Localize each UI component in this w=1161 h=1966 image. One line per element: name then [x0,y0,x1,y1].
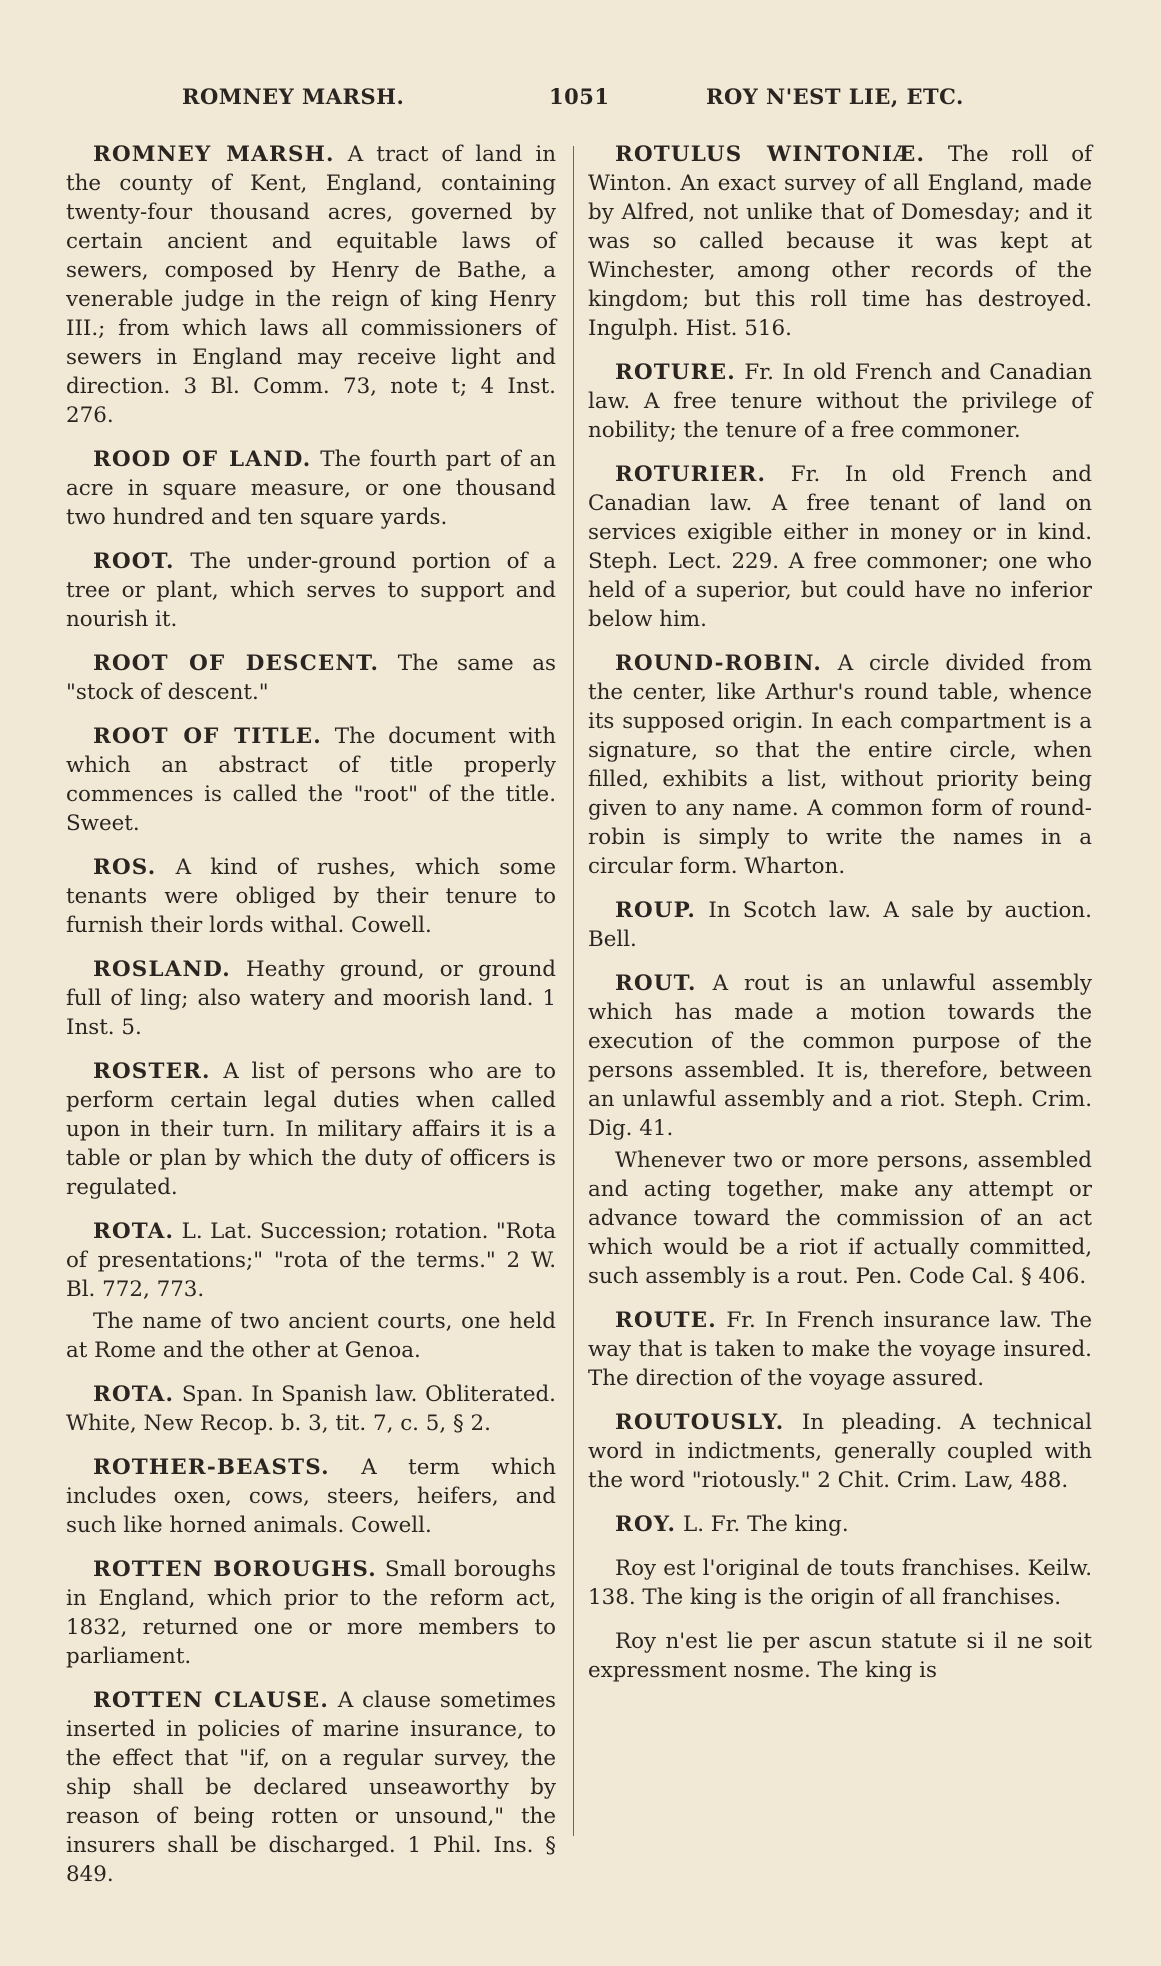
entry-headword: ROTURIER. [615,462,767,487]
entry-definition: Heathy ground, or ground full of ling; also watery and moorish land. 1 Inst. 5. [66,957,556,1040]
dictionary-entry [66,1217,556,1304]
entry-headword: ROS. [93,855,157,880]
entry-definition: Span. In Spanish law. Obliterated. White, New Recop. b. 3, tit. 7, c. 5, § 2. [66,1382,556,1436]
dictionary-entry [66,722,556,838]
entry-definition: A clause sometimes inserted in policies of marine insurance, to the effect that "if, on a regular survey, the ship shall be declared unseaworthy by reason of being rotten or unsound," the insurers shall be discharged. 1 Phil. Ins. § 849. [66,1688,556,1887]
dictionary-entry [588,140,1092,343]
entry-definition: The name of two ancient courts, one held at Rome and the other at Genoa. [66,1309,556,1363]
entry-definition: Fr. In old French and Canadian law. A free tenure without the privilege of nobility; the tenure of a free commoner. [588,360,1092,443]
dictionary-entry [66,1453,556,1540]
entry-definition: L. Fr. The king. [682,1512,849,1537]
entry-headword: ROMNEY MARSH. [93,142,335,167]
entry-headword: ROTA. [93,1219,175,1244]
entry-definition: L. Lat. Succession; rotation. "Rota of presentations;" "rota of the terms." 2 W. Bl. 772, 773. [66,1219,556,1302]
entry-definition: The document with which an abstract of title properly commences is called the "root" of the title. Sweet. [66,724,556,836]
header-right-guide-word: ROY N'EST LIE, ETC. [706,84,964,109]
dictionary-entry [66,955,556,1042]
dictionary-entry [66,649,556,707]
entry-headword: ROTHER-BEASTS. [93,1455,330,1480]
entry-definition: The under-ground portion of a tree or plant, which serves to support and nourish it. [66,549,556,632]
dictionary-entry [588,969,1092,1143]
dictionary-entry [588,358,1092,445]
entry-headword: ROOT. [93,549,175,574]
entry-definition: In Scotch law. A sale by auction. Bell. [588,898,1092,952]
entry-headword: ROTURE. [615,360,736,385]
entry-headword: ROOD OF LAND. [93,447,312,472]
dictionary-entry [588,1554,1092,1612]
dictionary-entry [66,1380,556,1438]
dictionary-entry [588,1510,1092,1539]
dictionary-entry [66,1555,556,1671]
dictionary-entry [66,1057,556,1202]
entry-definition: Roy n'est lie per ascun statute si il ne soit expressment nosme. The king is [588,1629,1092,1683]
entry-definition: A term which includes oxen, cows, steers, heifers, and such like horned animals. Cowell. [66,1455,556,1538]
entry-headword: ROOT OF TITLE. [93,724,322,749]
entry-headword: ROY. [615,1512,677,1537]
entry-definition: The roll of Winton. An exact survey of all England, made by Alfred, not unlike that of Domesday; and it was so called because it was kept at Winchester, among other records of the kingdom; but this roll time has destroyed. Ingulph. Hist. 516. [588,142,1092,341]
entry-headword: ROUT. [615,971,697,996]
entry-headword: ROUTOUSLY. [615,1410,785,1435]
dictionary-entry [66,547,556,634]
entry-headword: ROUP. [615,898,697,923]
dictionary-entry [588,1408,1092,1495]
dictionary-entry [66,1686,556,1889]
entry-definition: A list of persons who are to perform certain legal duties when called upon in their turn. In military affairs it is a table or plan by which the duty of officers is regulated. [66,1059,556,1200]
right-column [588,140,1092,1700]
left-column [66,140,556,1904]
entry-headword: ROUND-ROBIN. [615,651,822,676]
entry-headword: ROTA. [93,1382,175,1407]
entry-headword: ROSLAND. [93,957,231,982]
dictionary-entry [588,1146,1092,1291]
entry-headword: ROUTE. [615,1308,717,1333]
entry-definition: Roy est l'original de touts franchises. Keilw. 138. The king is the origin of all franchises. [588,1556,1092,1610]
entry-definition: A rout is an unlawful assembly which has made a motion towards the execution of the common purpose of the persons assembled. It is, therefore, between an unlawful assembly and a riot. Steph. Crim. Dig. 41. [588,971,1092,1141]
dictionary-entry [588,1306,1092,1393]
page-number: 1051 [549,84,610,109]
running-header [0,84,1161,116]
entry-definition: Fr. In old French and Canadian law. A free tenant of land on services exigible either in money or in kind. Steph. Lect. 229. A free commoner; one who held of a superior, but could have no inferior below him. [588,462,1092,632]
dictionary-entry [66,140,556,430]
entry-headword: ROSTER. [93,1059,211,1084]
dictionary-entry [588,649,1092,881]
entry-definition: A circle divided from the center, like Arthur's round table, whence its supposed origin. In each compartment is a signature, so that the entire circle, when filled, exhibits a list, without priority being given to any name. A common form of round-robin is simply to write the names in a circular form. Wharton. [588,651,1092,879]
entry-definition: Small boroughs in England, which prior to the reform act, 1832, returned one or more members to parliament. [66,1557,556,1669]
dictionary-entry [66,445,556,532]
dictionary-entry [588,460,1092,634]
entry-definition: Fr. In French insurance law. The way that is taken to make the voyage insured. The direction of the voyage assured. [588,1308,1092,1391]
entry-definition: The same as "stock of descent." [66,651,556,705]
dictionary-entry [588,1627,1092,1685]
entry-headword: ROTTEN BOROUGHS. [93,1557,377,1582]
entry-definition: A kind of rushes, which some tenants were obliged by their tenure to furnish their lords withal. Cowell. [66,855,556,938]
dictionary-entry [66,1307,556,1365]
entry-definition: In pleading. A technical word in indictments, generally coupled with the word "riotously." 2 Chit. Crim. Law, 488. [588,1410,1092,1493]
entry-definition: The fourth part of an acre in square measure, or one thousand two hundred and ten square yards. [66,447,556,530]
entry-headword: ROTULUS WINTONIÆ. [615,142,926,167]
entry-definition: Whenever two or more persons, assembled and acting together, make any attempt or advance toward the commission of an act which would be a riot if actually committed, such assembly is a rout. Pen. Code Cal. § 406. [588,1148,1092,1289]
header-left-guide-word: ROMNEY MARSH. [182,84,405,109]
dictionary-entry [66,853,556,940]
entry-headword: ROOT OF DESCENT. [93,651,380,676]
column-divider [573,146,574,1836]
entry-definition: A tract of land in the county of Kent, England, containing twenty-four thousand acres, governed by certain ancient and equitable laws of sewers, composed by Henry de Bathe, a venerable judge in the reign of king Henry III.; from which laws all commissioners of sewers in England may receive light and direction. 3 Bl. Comm. 73, note t; 4 Inst. 276. [66,142,556,428]
entry-headword: ROTTEN CLAUSE. [93,1688,330,1713]
dictionary-entry [588,896,1092,954]
